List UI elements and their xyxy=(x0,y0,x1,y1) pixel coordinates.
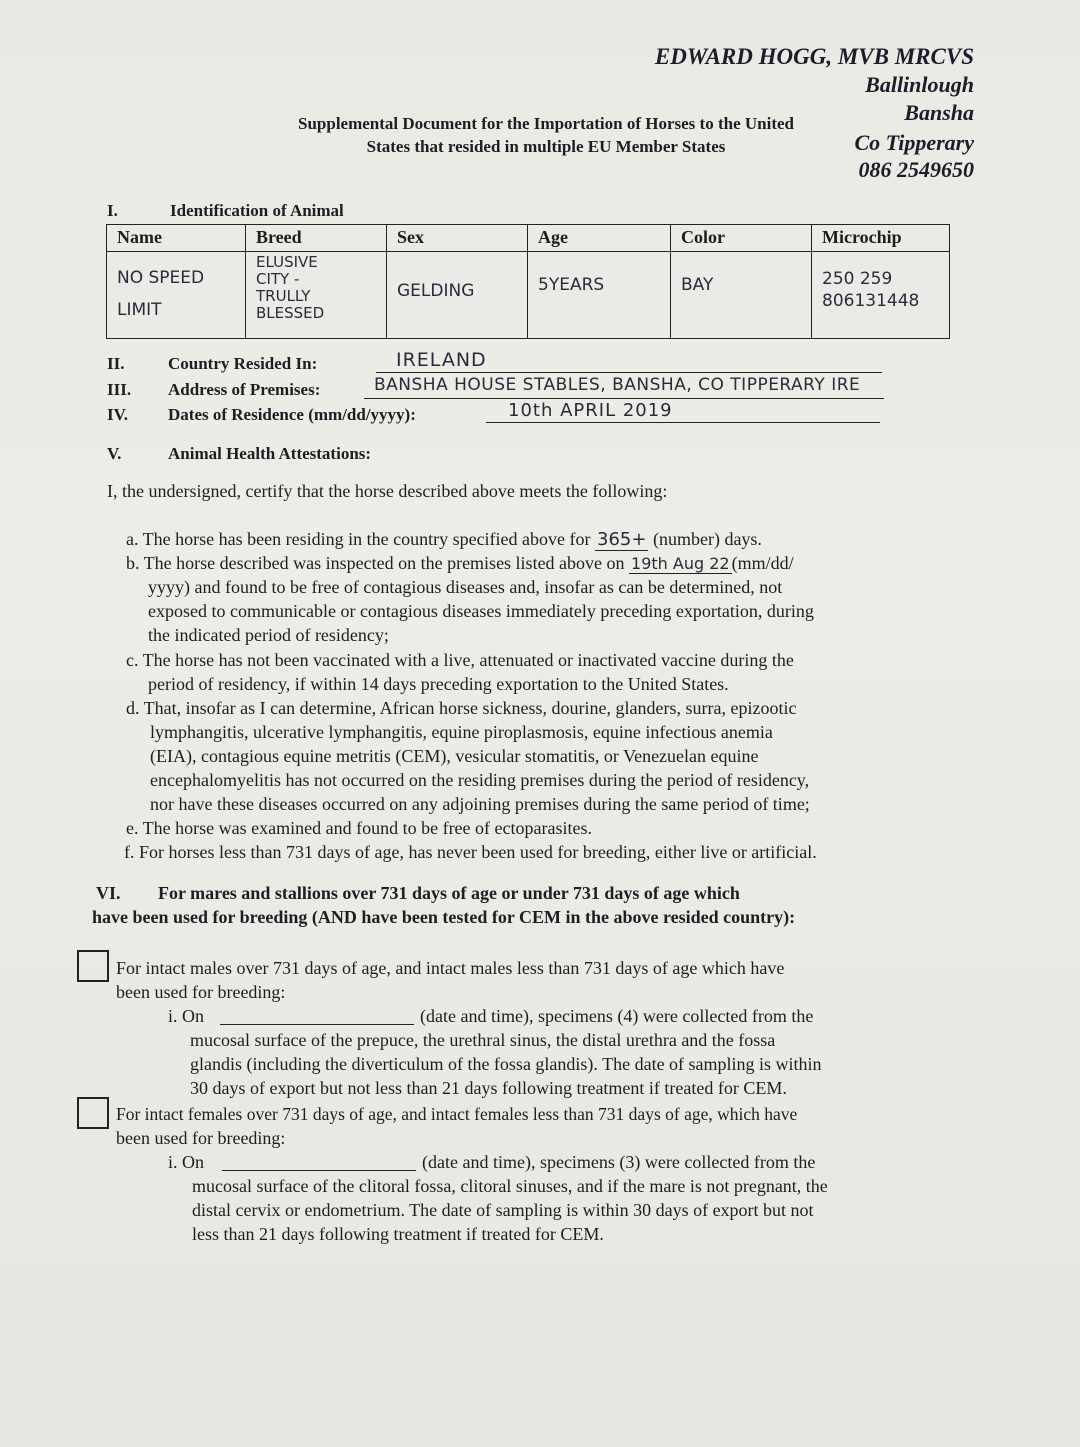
attestation-d-line-3: (EIA), contagious equine metritis (CEM), vesicular stomatitis, or Venezuelan equine xyxy=(150,746,759,766)
attestation-a-text: a. The horse has been residing in the country specified above for xyxy=(126,529,591,549)
males-item-i-text: (date and time), specimens (4) were collected from the xyxy=(420,1006,814,1026)
dates-underline xyxy=(486,422,880,423)
females-date-time-field[interactable] xyxy=(222,1170,416,1171)
certification-intro: I, the undersigned, certify that the horse described above meets the following: xyxy=(107,481,668,501)
section-6-number: VI. xyxy=(96,883,121,903)
attestation-c-line-1: c. The horse has not been vaccinated with a live, attenuated or inactivated vaccine during the xyxy=(126,650,794,670)
cell-color xyxy=(671,252,812,339)
attestation-d-line-5: nor have these diseases occurred on any adjoining premises during the same period of time; xyxy=(150,794,810,814)
attestation-b-text: b. The horse described was inspected on the premises listed above on xyxy=(126,553,625,573)
attestation-b-line-2: yyyy) and found to be free of contagious diseases and, insofar as can be determined, not xyxy=(148,577,783,597)
premises-address-value: BANSHA HOUSE STABLES, BANSHA, CO TIPPERARY IRE xyxy=(374,375,861,395)
attestation-d-line-2: lymphangitis, ulcerative lymphangitis, equine piroplasmosis, equine infectious anemia xyxy=(150,722,773,742)
attestation-a xyxy=(126,527,762,552)
section-3-label: Address of Premises: xyxy=(168,380,321,399)
section-1-heading: Identification of Animal xyxy=(170,201,344,220)
section-5-number: V. xyxy=(107,444,122,463)
header-breed: Breed xyxy=(246,225,387,252)
vet-address-line-3: Co Tipperary xyxy=(854,130,974,155)
vet-name: EDWARD HOGG, MVB MRCVS xyxy=(654,44,974,69)
intact-males-checkbox[interactable] xyxy=(77,950,109,982)
cell-breed xyxy=(246,252,387,339)
section-1-number: I. xyxy=(107,201,118,220)
section-2-label: Country Resided In: xyxy=(168,354,318,373)
cell-sex xyxy=(387,252,528,339)
section-4-label: Dates of Residence (mm/dd/yyyy): xyxy=(168,405,416,424)
header-microchip: Microchip xyxy=(812,225,950,252)
attestation-d-line-4: encephalomyelitis has not occurred on the residing premises during the period of residency, xyxy=(150,770,810,790)
males-item-i-line-4: 30 days of export but not less than 21 days following treatment if treated for CEM. xyxy=(190,1078,787,1098)
attestation-c-line-2: period of residency, if within 14 days preceding exportation to the United States. xyxy=(148,674,729,694)
attestation-f: f. For horses less than 731 days of age, has never been used for breeding, either live or artificial. xyxy=(124,842,817,862)
animal-identification-table xyxy=(106,224,950,339)
horse-name-value: NO SPEED LIMIT xyxy=(117,268,205,320)
males-text-line-2: been used for breeding: xyxy=(116,982,286,1002)
females-item-i-text: (date and time), specimens (3) were collected from the xyxy=(422,1152,816,1172)
attestation-b xyxy=(126,551,794,576)
females-text-line-2: been used for breeding: xyxy=(116,1128,286,1148)
header-age: Age xyxy=(528,225,671,252)
attestation-a-suffix: (number) days. xyxy=(652,529,762,549)
header-name: Name xyxy=(107,225,246,252)
males-item-i-line-3: glandis (including the diverticulum of the fossa glandis). The date of sampling is within xyxy=(190,1054,822,1074)
males-text-line-1: For intact males over 731 days of age, and intact males less than 731 days of age which have xyxy=(116,958,785,978)
inspection-date-value: 19th Aug 22 xyxy=(631,554,730,573)
table-value-row xyxy=(107,252,950,339)
table-header-row xyxy=(107,225,950,252)
attestation-b-line-4: the indicated period of residency; xyxy=(148,625,389,645)
attestation-b-line-3: exposed to communicable or contagious diseases immediately preceding exportation, during xyxy=(148,601,814,621)
attestation-b-suffix: (mm/dd/ xyxy=(731,553,794,573)
cell-microchip xyxy=(812,252,950,339)
header-sex: Sex xyxy=(387,225,528,252)
section-6-heading-line-1: For mares and stallions over 731 days of age or under 731 days of age which xyxy=(158,883,740,903)
vet-phone: 086 2549650 xyxy=(858,157,974,182)
females-item-i-line-2: mucosal surface of the clitoral fossa, clitoral sinuses, and if the mare is not pregnant, the xyxy=(192,1176,828,1196)
breed-value: ELUSIVE CITY - TRULLY BLESSED xyxy=(256,253,325,322)
cell-age xyxy=(528,252,671,339)
section-4-number: IV. xyxy=(107,405,128,424)
females-item-i-label: i. On xyxy=(168,1152,204,1172)
vet-address-line-1: Ballinlough xyxy=(865,72,974,97)
country-underline xyxy=(376,372,882,373)
color-value: BAY xyxy=(681,275,714,295)
males-item-i-label: i. On xyxy=(168,1006,204,1026)
days-resided-value: 365+ xyxy=(597,529,647,550)
section-6-heading-line-2: have been used for breeding (AND have been tested for CEM in the above resided country): xyxy=(92,907,796,927)
females-item-i-line-4: less than 21 days following treatment if treated for CEM. xyxy=(192,1224,604,1244)
cell-name xyxy=(107,252,246,339)
females-item-i-line-3: distal cervix or endometrium. The date of sampling is within 30 days of export but not xyxy=(192,1200,814,1220)
section-3-number: III. xyxy=(107,380,132,399)
residence-dates-value: 10th APRIL 2019 xyxy=(508,400,673,421)
section-5-heading: Animal Health Attestations: xyxy=(168,444,372,463)
intact-females-checkbox[interactable] xyxy=(77,1097,109,1129)
attestation-d-line-1: d. That, insofar as I can determine, African horse sickness, dourine, glanders, surra, epizootic xyxy=(126,698,797,718)
sex-value: GELDING xyxy=(397,281,475,301)
males-date-time-field[interactable] xyxy=(220,1024,414,1025)
age-value: 5YEARS xyxy=(538,275,605,295)
microchip-value: 250 259 806131448 xyxy=(822,269,920,311)
vet-address-line-2: Bansha xyxy=(904,100,974,125)
females-text-line-1: For intact females over 731 days of age, and intact females less than 731 days of age, which have xyxy=(116,1104,798,1124)
section-2-number: II. xyxy=(107,354,125,373)
attestation-e: e. The horse was examined and found to be free of ectoparasites. xyxy=(126,818,592,838)
address-underline xyxy=(364,398,884,399)
document-title-line-1: Supplemental Document for the Importation of Horses to the United xyxy=(298,114,794,133)
header-color: Color xyxy=(671,225,812,252)
country-value: IRELAND xyxy=(396,349,487,371)
document-title-line-2: States that resided in multiple EU Member States xyxy=(366,137,726,156)
males-item-i-line-2: mucosal surface of the prepuce, the urethral sinus, the distal urethra and the fossa xyxy=(190,1030,776,1050)
